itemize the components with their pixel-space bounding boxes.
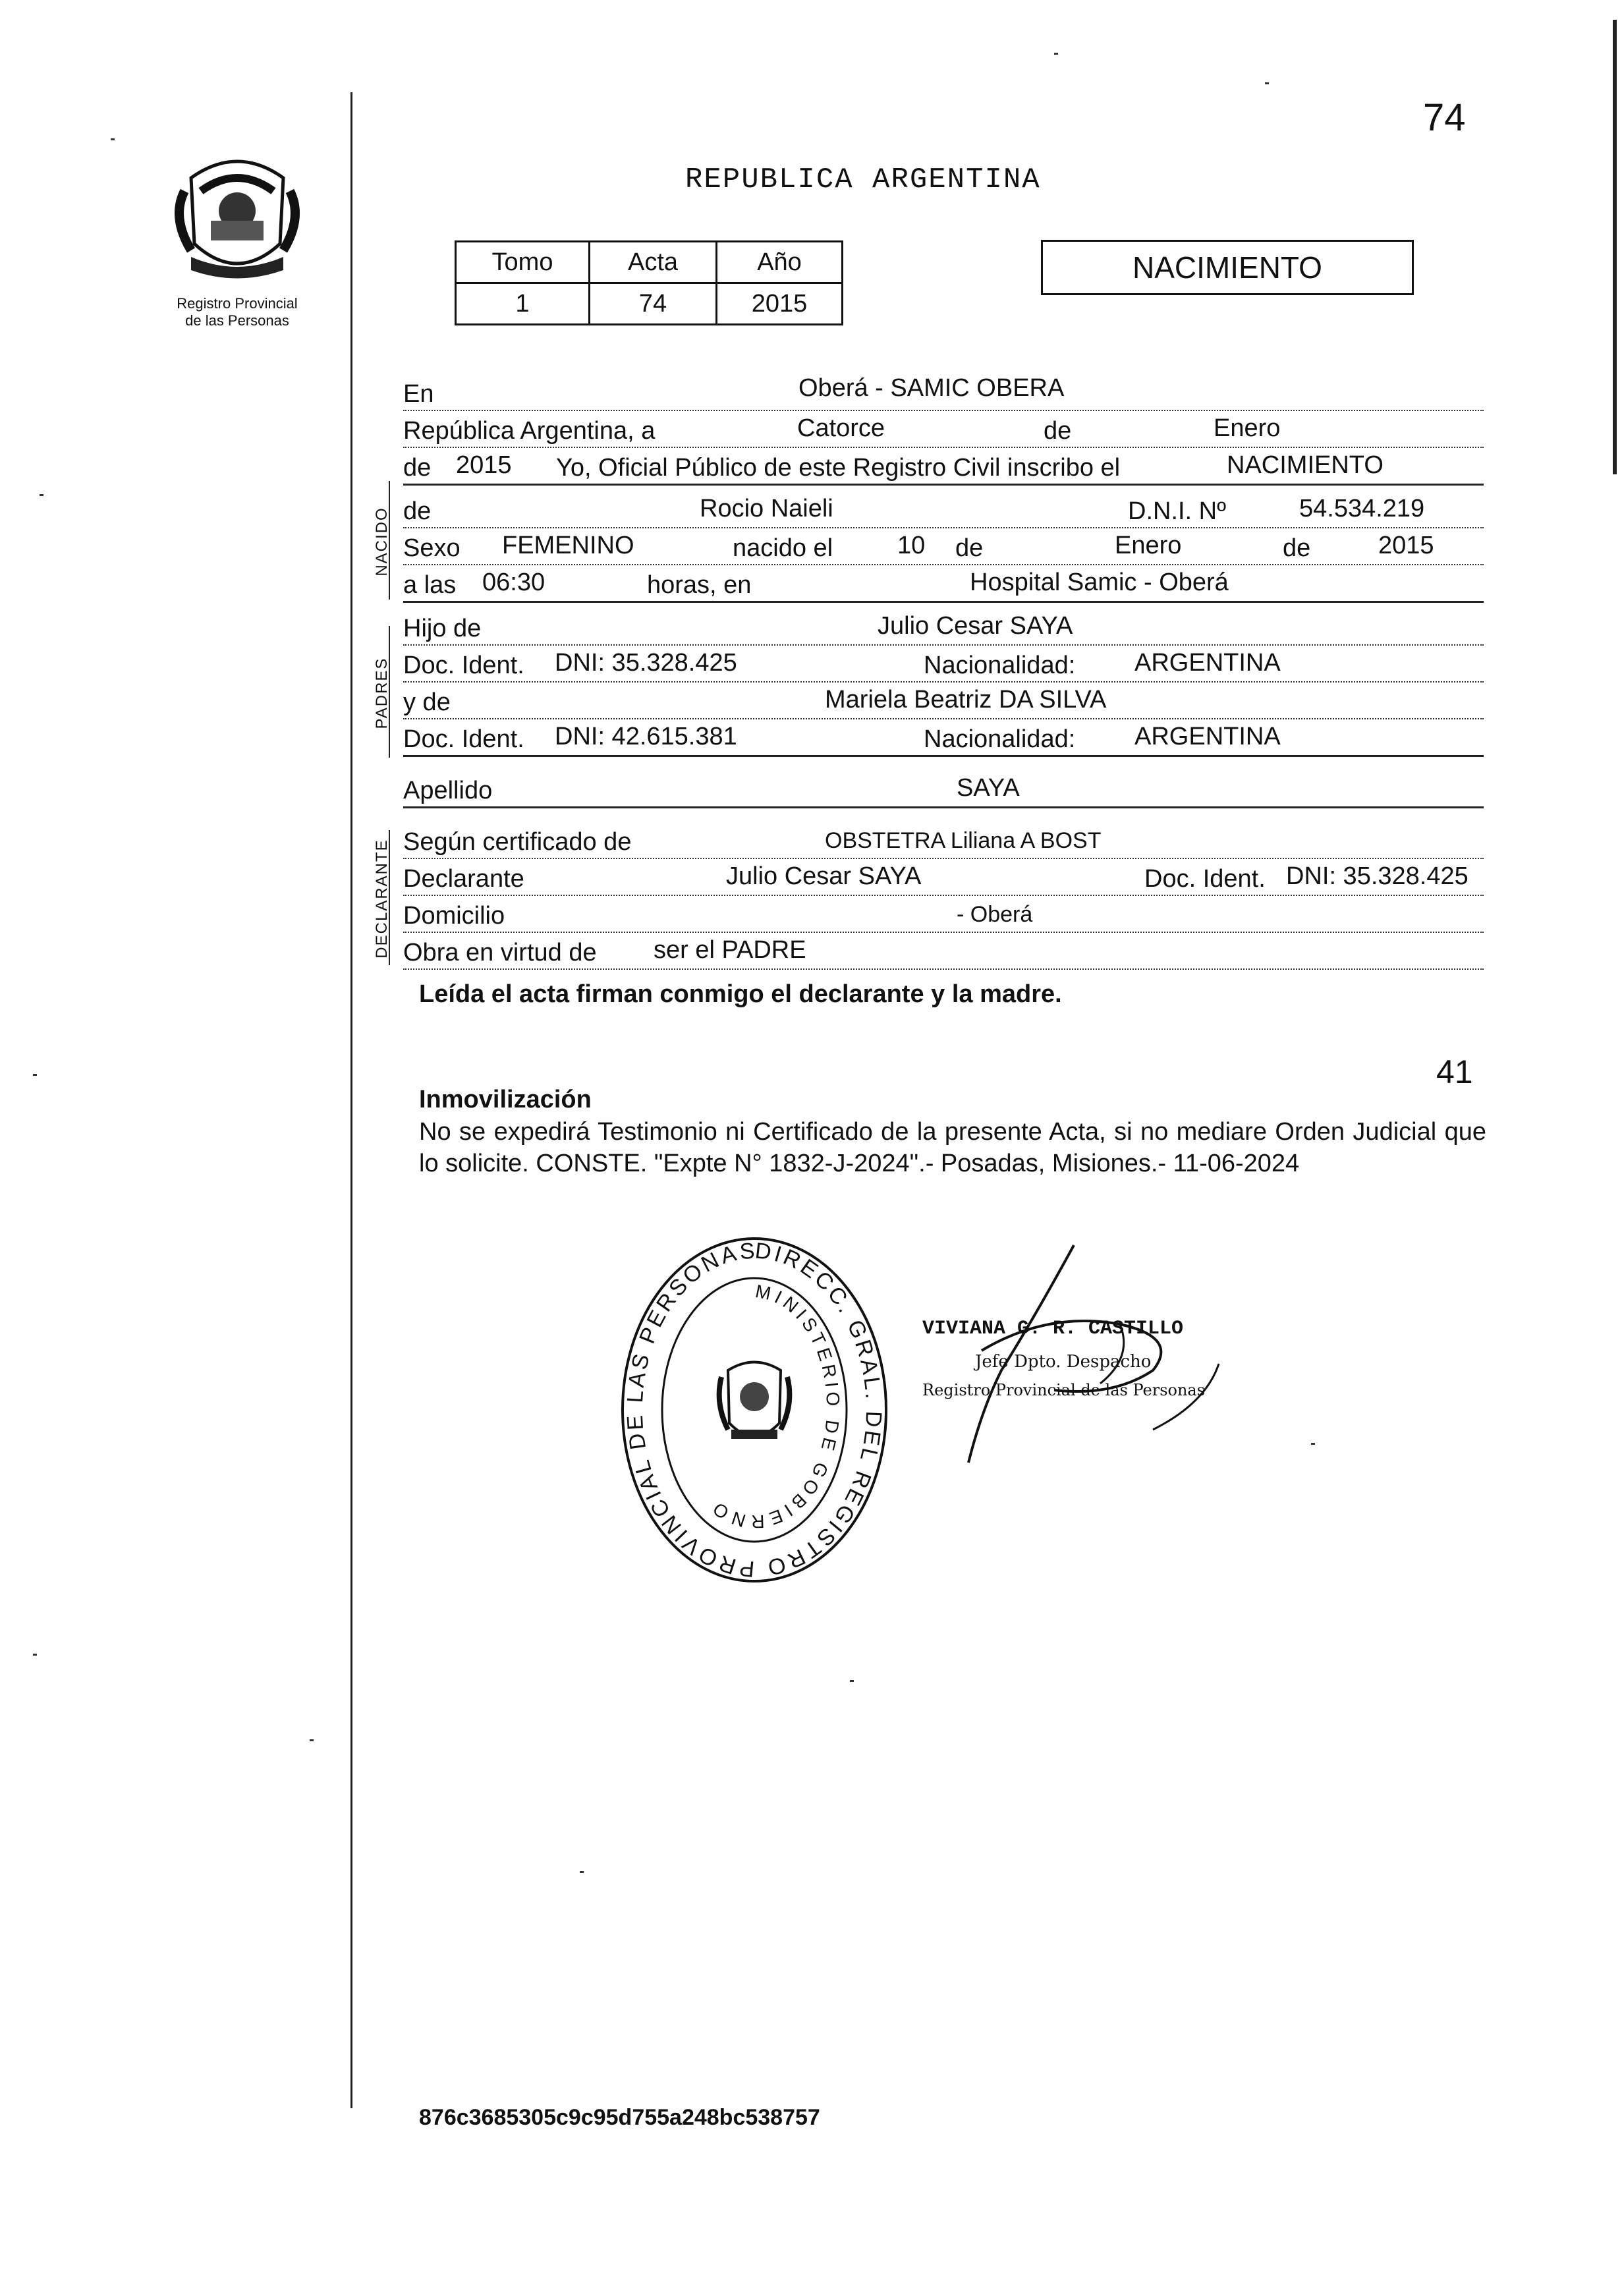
- seal-inner-text: MINISTERIO DE GOBIERNO: [706, 1281, 844, 1532]
- signer-role: Jefe Dpto. Despacho: [975, 1352, 1152, 1372]
- obra-label: Obra en virtud de: [403, 939, 597, 966]
- nac2: ARGENTINA: [1134, 723, 1281, 750]
- row-sexo: [403, 527, 1484, 565]
- right-edge-line: [1613, 20, 1617, 474]
- mes: Enero: [1214, 414, 1281, 442]
- nac2-label: Nacionalidad:: [924, 725, 1076, 753]
- de3-label: de: [403, 497, 432, 525]
- page-number: 74: [1423, 96, 1466, 139]
- scan-speck: [111, 138, 115, 140]
- document-title: REPUBLICA ARGENTINA: [685, 163, 1041, 196]
- nombre: Rocio Naieli: [700, 495, 833, 522]
- note-number: 41: [1436, 1053, 1473, 1090]
- row-domicilio: [403, 895, 1484, 933]
- domicilio-label: Domicilio: [403, 902, 505, 930]
- hora: 06:30: [482, 569, 545, 596]
- de4-label: de: [955, 534, 984, 562]
- lugar: Hospital Samic - Oberá: [970, 569, 1229, 596]
- row-declarante: [403, 858, 1484, 896]
- seal-outer-text: DIRECC. GRAL. DEL REGISTRO PROVINCIAL DE LAS PERSONAS: [622, 1238, 887, 1582]
- inmov-title: Inmovilización: [419, 1086, 592, 1113]
- row-doc1: [403, 644, 1484, 683]
- row-inscribo: [403, 447, 1484, 486]
- org-name: [142, 295, 333, 329]
- scan-speck: [1265, 82, 1269, 84]
- official-seal: [616, 1232, 893, 1588]
- record-table: [455, 240, 843, 325]
- inscribo-label: Yo, Oficial Público de este Registro Civil inscribo el: [556, 454, 1121, 482]
- republica-label: República Argentina, a: [403, 417, 656, 445]
- scan-speck: [310, 1739, 314, 1741]
- de5-label: de: [1283, 534, 1311, 562]
- org-name-line1: Registro Provincial: [177, 295, 298, 312]
- doc2-label: Doc. Ident.: [403, 725, 524, 753]
- row-hora: [403, 564, 1484, 603]
- domicilio: - Oberá: [957, 902, 1033, 927]
- doc2: DNI: 42.615.381: [555, 723, 737, 750]
- segun-label: Según certificado de: [403, 828, 632, 856]
- declarante-label: Declarante: [403, 865, 524, 893]
- doc3: DNI: 35.328.425: [1286, 862, 1468, 890]
- yde-label: y de: [403, 688, 451, 716]
- segun: OBSTETRA Liliana A BOST: [825, 828, 1102, 853]
- nacido-mes: Enero: [1115, 532, 1182, 559]
- hijo-label: Hijo de: [403, 615, 482, 642]
- value-tomo: 1: [456, 283, 590, 325]
- declarante: Julio Cesar SAYA: [726, 862, 922, 890]
- dia-texto: Catorce: [797, 414, 885, 442]
- dni-label: D.N.I. Nº: [1128, 497, 1226, 525]
- province-logo: [165, 145, 310, 290]
- leida-statement: Leída el acta firman conmigo el declarante y la madre.: [419, 980, 1062, 1008]
- apellido: SAYA: [957, 774, 1020, 802]
- scan-speck: [33, 1654, 37, 1656]
- row-en: [403, 373, 1484, 411]
- nacido-anio: 2015: [1378, 532, 1434, 559]
- value-anio: 2015: [717, 283, 843, 325]
- doc1: DNI: 35.328.425: [555, 649, 737, 677]
- obra: ser el PADRE: [654, 936, 806, 964]
- side-label-nacido: NACIDO: [373, 507, 391, 576]
- inscribo-value: NACIMIENTO: [1227, 451, 1384, 479]
- scan-speck: [1311, 1443, 1315, 1445]
- padre: Julio Cesar SAYA: [878, 612, 1073, 640]
- de-label: de: [1044, 417, 1072, 445]
- anio: 2015: [456, 451, 512, 479]
- scan-speck: [40, 494, 43, 496]
- nacido-dia: 10: [897, 532, 926, 559]
- scan-speck: [580, 1871, 584, 1873]
- side-label-padres: PADRES: [373, 657, 391, 729]
- sexo: FEMENINO: [502, 532, 634, 559]
- sexo-label: Sexo: [403, 534, 461, 562]
- record-type-box: NACIMIENTO: [1041, 240, 1414, 295]
- signer-org: Registro Provincial de las Personas: [922, 1381, 1206, 1399]
- inmov-text: No se expedirá Testimonio ni Certificado de la presente Acta, si no mediare Orden Judicial que lo solicite. CONSTE. "Expte N° 1832-J-2024".- Posadas, Misiones.- 11-06-2024: [419, 1118, 1486, 1177]
- nac1: ARGENTINA: [1134, 649, 1281, 677]
- apellido-label: Apellido: [403, 777, 493, 804]
- document-hash: 876c3685305c9c95d755a248bc538757: [419, 2105, 820, 2130]
- nacido-label: nacido el: [733, 534, 833, 562]
- de2-label: de: [403, 454, 432, 482]
- scan-speck: [850, 1680, 854, 1682]
- horas-label: horas, en: [647, 571, 752, 599]
- scan-speck: [1054, 53, 1058, 55]
- header-anio: Año: [717, 242, 843, 283]
- side-label-declarante: DECLARANTE: [373, 839, 391, 959]
- alas-label: a las: [403, 571, 457, 599]
- nac1-label: Nacionalidad:: [924, 652, 1076, 679]
- madre: Mariela Beatriz DA SILVA: [825, 686, 1107, 714]
- row-republica: [403, 410, 1484, 448]
- row-hijo: [403, 607, 1484, 646]
- en-label: En: [403, 380, 434, 408]
- margin-line: [350, 92, 352, 2108]
- org-name-line2: de las Personas: [185, 312, 289, 329]
- signature: [903, 1239, 1272, 1515]
- row-doc2: [403, 718, 1484, 757]
- row-obra: [403, 932, 1484, 970]
- signer-name: VIVIANA G. R. CASTILLO: [922, 1318, 1184, 1340]
- doc3-label: Doc. Ident.: [1144, 865, 1266, 893]
- dni: 54.534.219: [1299, 495, 1425, 522]
- row-ymadre: [403, 681, 1484, 719]
- row-segun: [403, 821, 1484, 859]
- en-value: Oberá - SAMIC OBERA: [798, 374, 1065, 402]
- doc1-label: Doc. Ident.: [403, 652, 524, 679]
- header-tomo: Tomo: [456, 242, 590, 283]
- header-acta: Acta: [590, 242, 717, 283]
- row-nombre: [403, 490, 1484, 528]
- scan-speck: [33, 1074, 37, 1076]
- row-apellido: [403, 770, 1484, 808]
- value-acta: 74: [590, 283, 717, 325]
